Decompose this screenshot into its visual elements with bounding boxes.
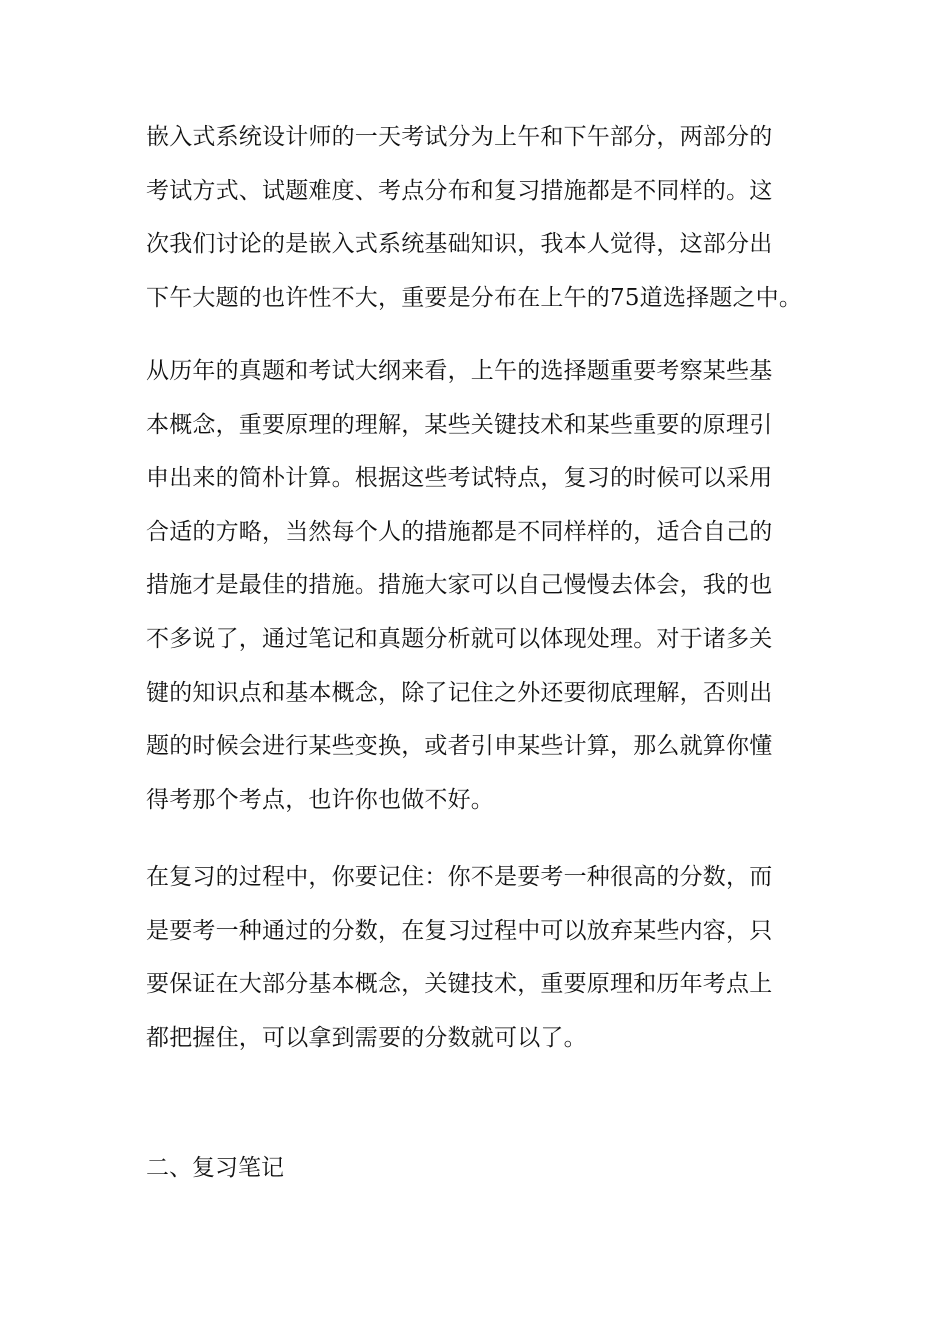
paragraph-line: 都把握住，可以拿到需要的分数就可以了。: [146, 1024, 587, 1051]
paragraph-line: 申出来的简朴计算。根据这些考试特点，复习的时候可以采用: [146, 465, 773, 492]
paragraph-line: 是要考一种通过的分数，在复习过程中可以放弃某些内容，只: [146, 917, 773, 944]
paragraph-line: 不多说了，通过笔记和真题分析就可以体现处理。对于诸多关: [146, 625, 773, 652]
paragraph-line: 得考那个考点，也许你也做不好。: [146, 786, 494, 813]
paragraph-line: 下午大题的也许性不大，重要是分布在上午的75道选择题之中。: [146, 284, 803, 311]
paragraph-1: [146, 111, 826, 325]
paragraph-line: 次我们讨论的是嵌入式系统基础知识，我本人觉得，这部分出: [146, 231, 773, 258]
section-heading: 二、复习笔记: [146, 1155, 284, 1181]
paragraph-line: 措施才是最佳的措施。措施大家可以自己慢慢去体会，我的也: [146, 572, 773, 599]
paragraph-line: 嵌入式系统设计师的一天考试分为上午和下午部分，两部分的: [146, 124, 773, 150]
paragraph-line: 本概念，重要原理的理解，某些关键技术和某些重要的原理引: [146, 411, 773, 438]
paragraph-3: [146, 851, 826, 1065]
paragraph-line: 考试方式、试题难度、考点分布和复习措施都是不同样的。这: [146, 177, 773, 204]
paragraph-line: 在复习的过程中，你要记住：你不是要考一种很高的分数，而: [146, 864, 773, 890]
paragraph-line: 从历年的真题和考试大纲来看，上午的选择题重要考察某些基: [146, 358, 773, 384]
paragraph-line: 键的知识点和基本概念，除了记住之外还要彻底理解，否则出: [146, 679, 773, 706]
paragraph-line: 要保证在大部分基本概念，关键技术，重要原理和历年考点上: [146, 971, 773, 998]
paragraph-2: [146, 345, 826, 827]
paragraph-line: 合适的方略，当然每个人的措施都是不同样样的，适合自己的: [146, 518, 773, 545]
paragraph-line: 题的时候会进行某些变换，或者引申某些计算，那么就算你懂: [146, 733, 773, 760]
